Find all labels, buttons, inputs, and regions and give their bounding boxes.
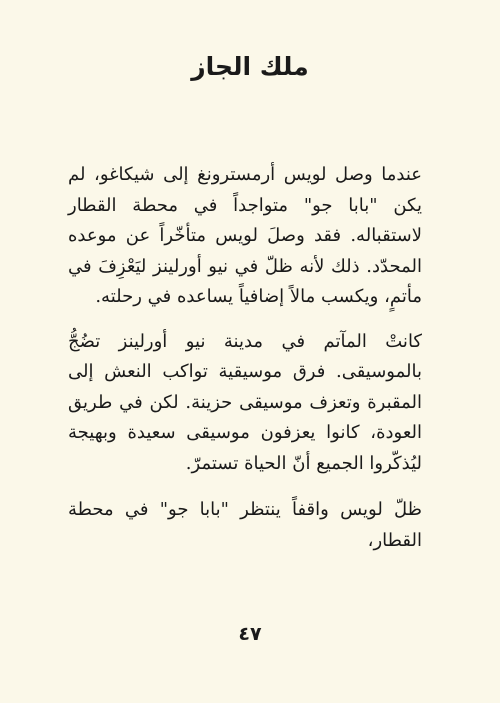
paragraph-3: ظلّ لويس واقفاً ينتظر "بابا جو" في محطة القطار، bbox=[68, 499, 422, 551]
paragraph-1: عندما وصل لويس أرمسترونغ إلى شيكاغو، لم يكن "بابا جو" متواجداً في محطة القطار لاستقباله. فقد وصلَ لويس متأخّراً عن موعده المحدّد. ذلك لأنه ظلّ في نيو أورلينز ليَعْزِفَ في مأتمٍ، ويكسب مالاً إضافياً يساعده في رحلته. bbox=[68, 164, 422, 307]
page-number: ٤٧ bbox=[238, 623, 262, 645]
paragraph-2: كانتْ المآتم في مدينة نيو أورلينز تضُجُّ بالموسيقى. فرق موسيقية تواكب النعش إلى المقبرة وتعزف موسيقى حزينة. لكن في طريق العودة، كانوا يعزفون موسيقى سعيدة وبهيجة ليُذكّروا الجميع أنّ الحياة تستمرّ. bbox=[68, 330, 422, 474]
body-text bbox=[68, 160, 422, 556]
page-title: ملك الجاز bbox=[191, 52, 309, 81]
